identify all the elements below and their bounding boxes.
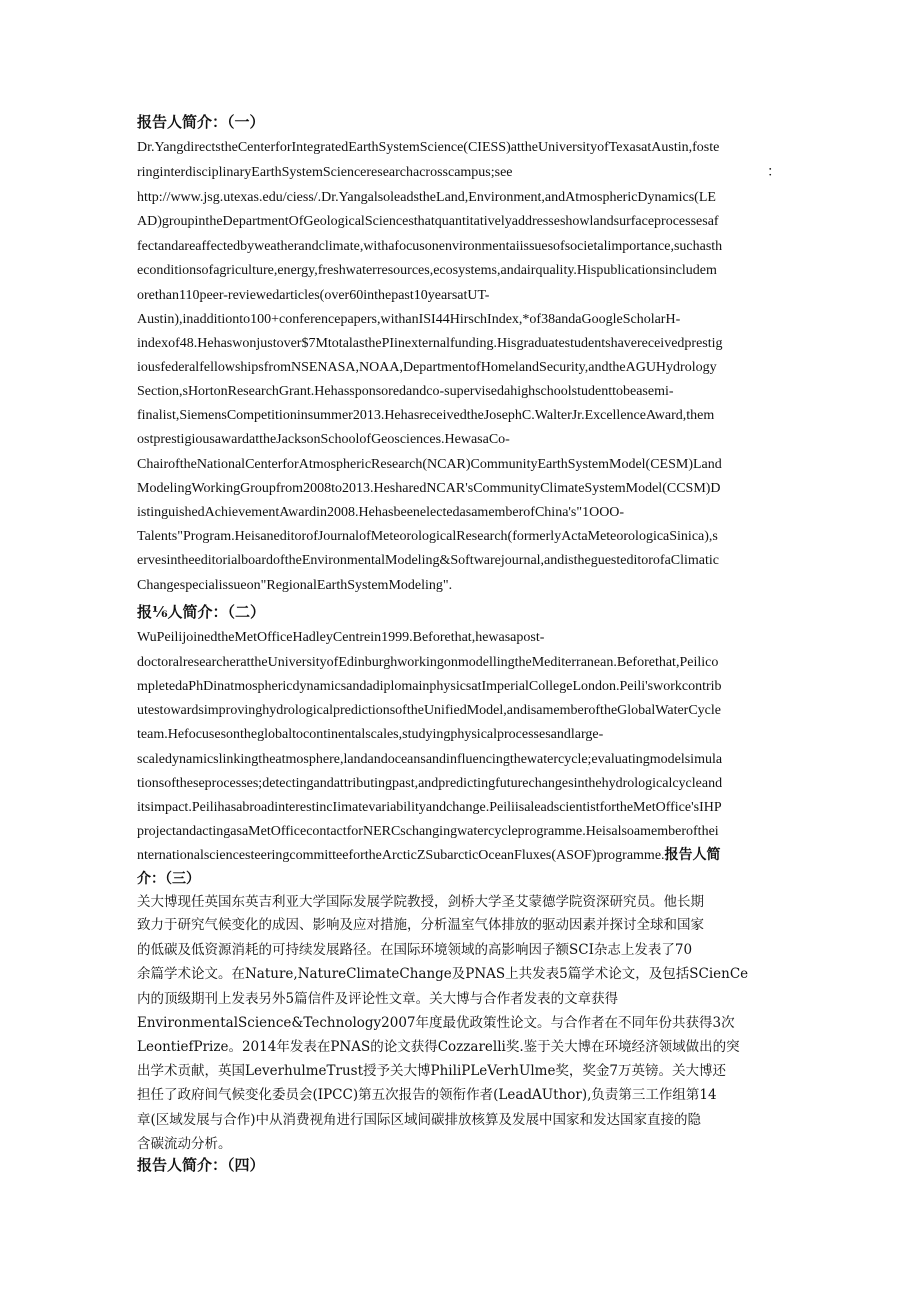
section-1-line: ModelingWorkingGroupfrom2008to2013.HesharedNCAR'sCommunityClimateSystemModel(CCSM)D [137, 481, 721, 496]
section-1-line: fectandareaffectedbyweatherandclimate,withafocusonenvironmentaiissuesofsocietalimportance,suchasth [137, 239, 723, 254]
section-2-line: WuPeilijoinedtheMetOfficeHadleyCentrein1999.Beforethat,hewasapost- [137, 630, 545, 645]
section-1-line: Talents"Program.HeisaneditorofJournalofMeteorologicalResearch(formerlyActaMeteorologicaSinica),s [137, 529, 718, 544]
section-1-line: http://www.jsg.utexas.edu/ciess/.Dr.YangalsoleadstheLand,Environment,andAtmosphericDynamics(LE [137, 190, 716, 205]
section-1-line: istinguishedAchievementAwardin2008.HehasbeenelectedasamemberofChina's"1OOO- [137, 505, 625, 520]
section-3-line: 担任了政府间气候变化委员会(IPCC)第五次报告的领衔作者(LeadAUthor),负责第三工作组第14 [137, 1087, 717, 1103]
section-3-line: 出学术贡献，英国LeverhulmeTrust授予关大博PhiliPLeVerhUlme奖，奖金7万英镑。关大博还 [137, 1063, 727, 1079]
section-2-line: utestowardsimprovinghydrologicalpredictionsoftheUnifiedModel,andisamemberoftheGlobalWaterCycle [137, 703, 721, 718]
section-2-heading: 报⅙人简介：（二） [137, 605, 266, 621]
section-3-line: 内的顶级期刊上发表另外5篇信件及评论性文章。关大博与合作者发表的文章获得 [137, 991, 619, 1007]
section-1-line: ringinterdisciplinaryEarthSystemScienceresearchacrosscampus;see [137, 165, 513, 180]
section-1-line: Changespecialissueon"RegionalEarthSystemModeling". [137, 578, 453, 593]
section-2-line: tionsoftheseprocesses;detectingandattributingpast,andpredictingfuturechangesinthehydrologicalcycleand [137, 776, 723, 791]
section-2-line: mpletedaPhDinatmosphericdynamicsandadiplomainphysicsatImperialCollegeLondon.Peili'sworkcontrib [137, 679, 722, 694]
section-1-line: orethan110peer-reviewedarticles(over60inthepast10yearsatUT- [137, 288, 490, 303]
section-3-heading-continued: 介：（三） [137, 872, 200, 887]
section-1-line: Austin),inadditionto100+conferencepapers,withanISI44HirschIndex,*of38andaGoogleScholarH- [137, 312, 681, 327]
section-3-line: 余篇学术论文。在Nature,NatureClimateChange及PNAS上共发表5篇学术论文，及包括SCienCe [137, 966, 749, 982]
section-3-line: 含碳流动分析。 [137, 1136, 232, 1152]
section-1-line: ostprestigiousawardattheJacksonSchoolofGeosciences.HewasaCo- [137, 432, 510, 447]
section-1-line: econditionsofagriculture,energy,freshwaterresources,ecosystems,andairquality.Hispublicationsincludem [137, 263, 717, 278]
section-1-line: ChairoftheNationalCenterforAtmosphericResearch(NCAR)CommunityEarthSystemModel(CESM)Land [137, 457, 722, 472]
section-2-line: nternationalsciencesteeringcommitteefortheArcticZSubarcticOceanFluxes(ASOF)programme. [137, 848, 665, 863]
section-3-line: 致力于研究气候变化的成因、影响及应对措施，分析温室气体排放的驱动因素并探讨全球和国家 [137, 917, 704, 933]
section-1-colon: ： [767, 165, 781, 180]
section-3-line: 关大博现任英国东英吉利亚大学国际发展学院教授，剑桥大学圣艾蒙德学院资深研究员。他长期 [137, 894, 704, 910]
section-1-line: AD)groupintheDepartmentOfGeologicalSciencesthatquantitativelyaddresseshowlandsurfaceprocessesaf [137, 214, 719, 229]
section-3-line: EnvironmentalScience&Technology2007年度最优政策性论文。与合作者在不同年份共获得3次 [137, 1015, 735, 1031]
section-3-line: 的低碳及低资源消耗的可持续发展路径。在国际环境领域的高影响因子额SCI杂志上发表了70 [137, 942, 693, 958]
section-1-heading: 报告人简介：（一） [137, 115, 265, 131]
section-2-line: itsimpact.PeilihasabroadinterestincIimatevariabilityandchange.PeiliisaleadscientistfortheMetOffice'sIHP [137, 800, 722, 815]
section-4-heading: 报告人简介：（四） [137, 1158, 265, 1174]
section-2-line: doctoralresearcherattheUniversityofEdinburghworkingonmodellingtheMediterranean.Beforethat,Peilico [137, 655, 719, 670]
section-3-line: LeontiefPrize。2014年发表在PNAS的论文获得Cozzarelli奖.鉴于关大博在环境经济领域做出的突 [137, 1039, 740, 1055]
section-1-line: iousfederalfellowshipsfromNSENASA,NOAA,DepartmentofHomelandSecurity,andtheAGUHydrology [137, 360, 717, 375]
section-1-line: Dr.YangdirectstheCenterforIntegratedEarthSystemScience(CIESS)attheUniversityofTexasatAustin,foste [137, 140, 720, 155]
section-1-line: indexof48.Hehaswonjustover$7MtotalasthePIinexternalfunding.Hisgraduatestudentshavereceivedprestig [137, 336, 723, 351]
section-1-line: Section,sHortonResearchGrant.Hehassponsoredandco-supervisedahighschoolstudenttobeasemi- [137, 384, 674, 399]
section-1-line: finalist,SiemensCompetitioninsummer2013.HehasreceivedtheJosephC.WalterJr.ExcellenceAward,them [137, 408, 715, 423]
section-2-line-with-heading [137, 847, 721, 865]
section-3-line: 章(区域发展与合作)中从消费视角进行国际区域间碳排放核算及发展中国家和发达国家直接的隐 [137, 1112, 702, 1128]
section-1-line: ervesintheeditorialboardoftheEnvironmentalModeling&Softwarejournal,andistheguesteditorofaClimatic [137, 553, 719, 568]
section-2-line: projectandactingasaMetOfficecontactforNERCschangingwatercycleprogramme.Heisalsoamemberofthei [137, 824, 719, 839]
section-3-heading: 报告人简 [664, 848, 721, 863]
section-2-line: team.Hefocusesontheglobaltocontinentalscales,studyingphysicalprocessesandlarge- [137, 727, 604, 742]
section-2-line: scaledynamicslinkingtheatmosphere,landandoceansandinfluencingthewatercycle;evaluatingmodelsimula [137, 752, 723, 767]
